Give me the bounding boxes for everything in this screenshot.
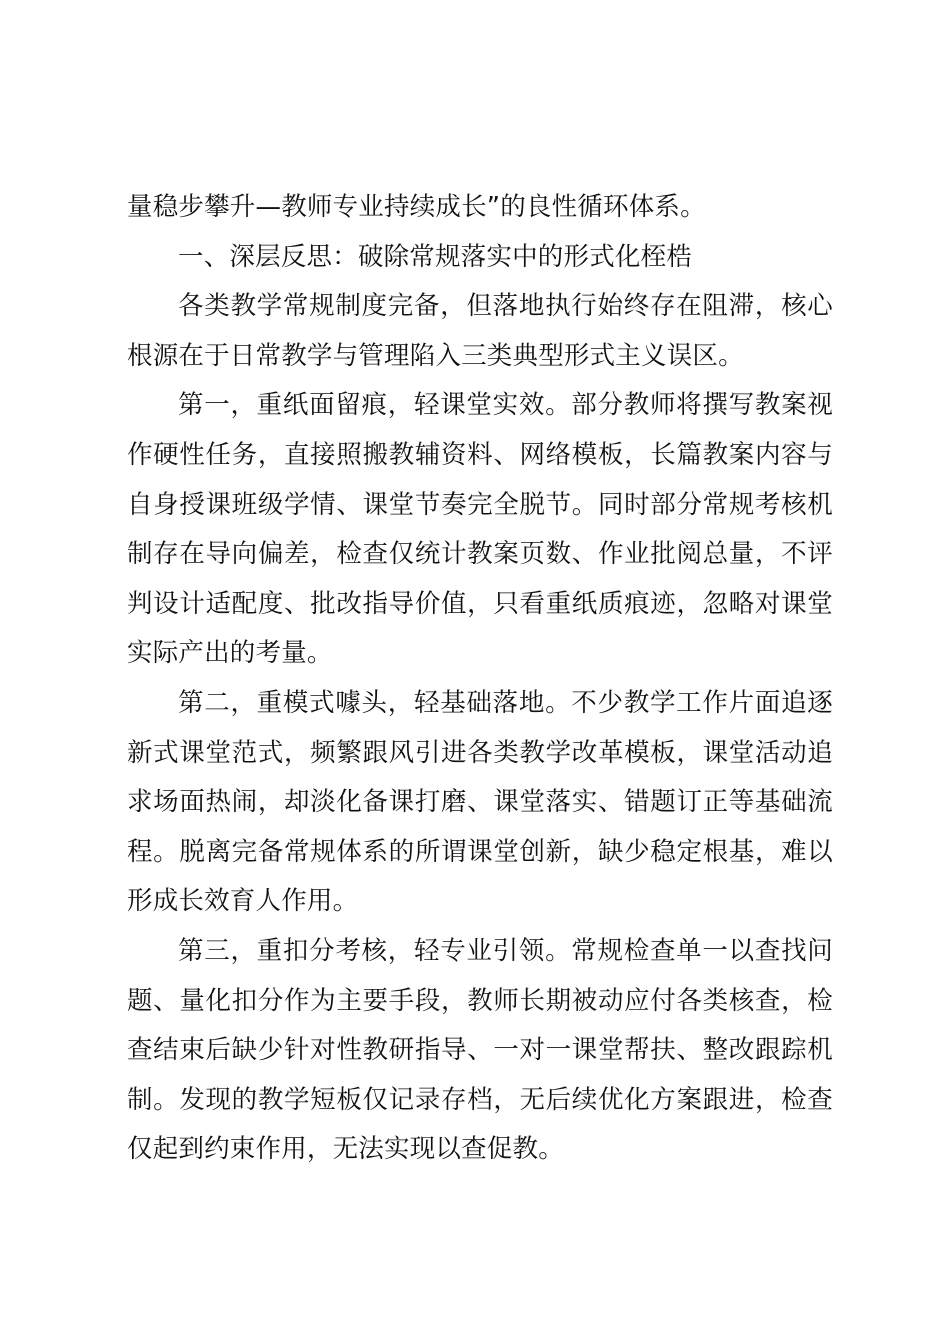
paragraph-second-point: 第二，重模式噱头，轻基础落地。不少教学工作片面追逐新式课堂范式，频繁跟风引进各类教学改革模板，课堂活动追求场面热闹，却淡化备课打磨、课堂落实、错题订正等基础流程。脱离完备常规体系的所谓课堂创新，缺少稳定根基，难以形成长效育人作用。	[127, 687, 833, 917]
section-heading: 一、深层反思：破除常规落实中的形式化桎梏	[178, 241, 693, 272]
document-page	[127, 183, 833, 1175]
paragraph-intro: 各类教学常规制度完备，但落地执行始终存在阻滞，核心根源在于日常教学与管理陷入三类典型形式主义误区。	[127, 291, 833, 371]
paragraph-first-point: 第一，重纸面留痕，轻课堂实效。部分教师将撰写教案视作硬性任务，直接照搬教辅资料、网络模板，长篇教案内容与自身授课班级学情、课堂节奏完全脱节。同时部分常规考核机制存在导向偏差，检查仅统计教案页数、作业批阅总量，不评判设计适配度、批改指导价值，只看重纸质痕迹，忽略对课堂实际产出的考量。	[127, 390, 833, 669]
paragraph-continuation: 量稳步攀升—教师专业持续成长”的良性循环体系。	[127, 192, 706, 222]
paragraph-third-point: 第三，重扣分考核，轻专业引领。常规检查单一以查找问题、量化扣分作为主要手段，教师长期被动应付各类核查，检查结束后缺少针对性教研指导、一对一课堂帮扶、整改跟踪机制。发现的教学短板仅记录存档，无后续优化方案跟进，检查仅起到约束作用，无法实现以查促教。	[127, 935, 833, 1165]
